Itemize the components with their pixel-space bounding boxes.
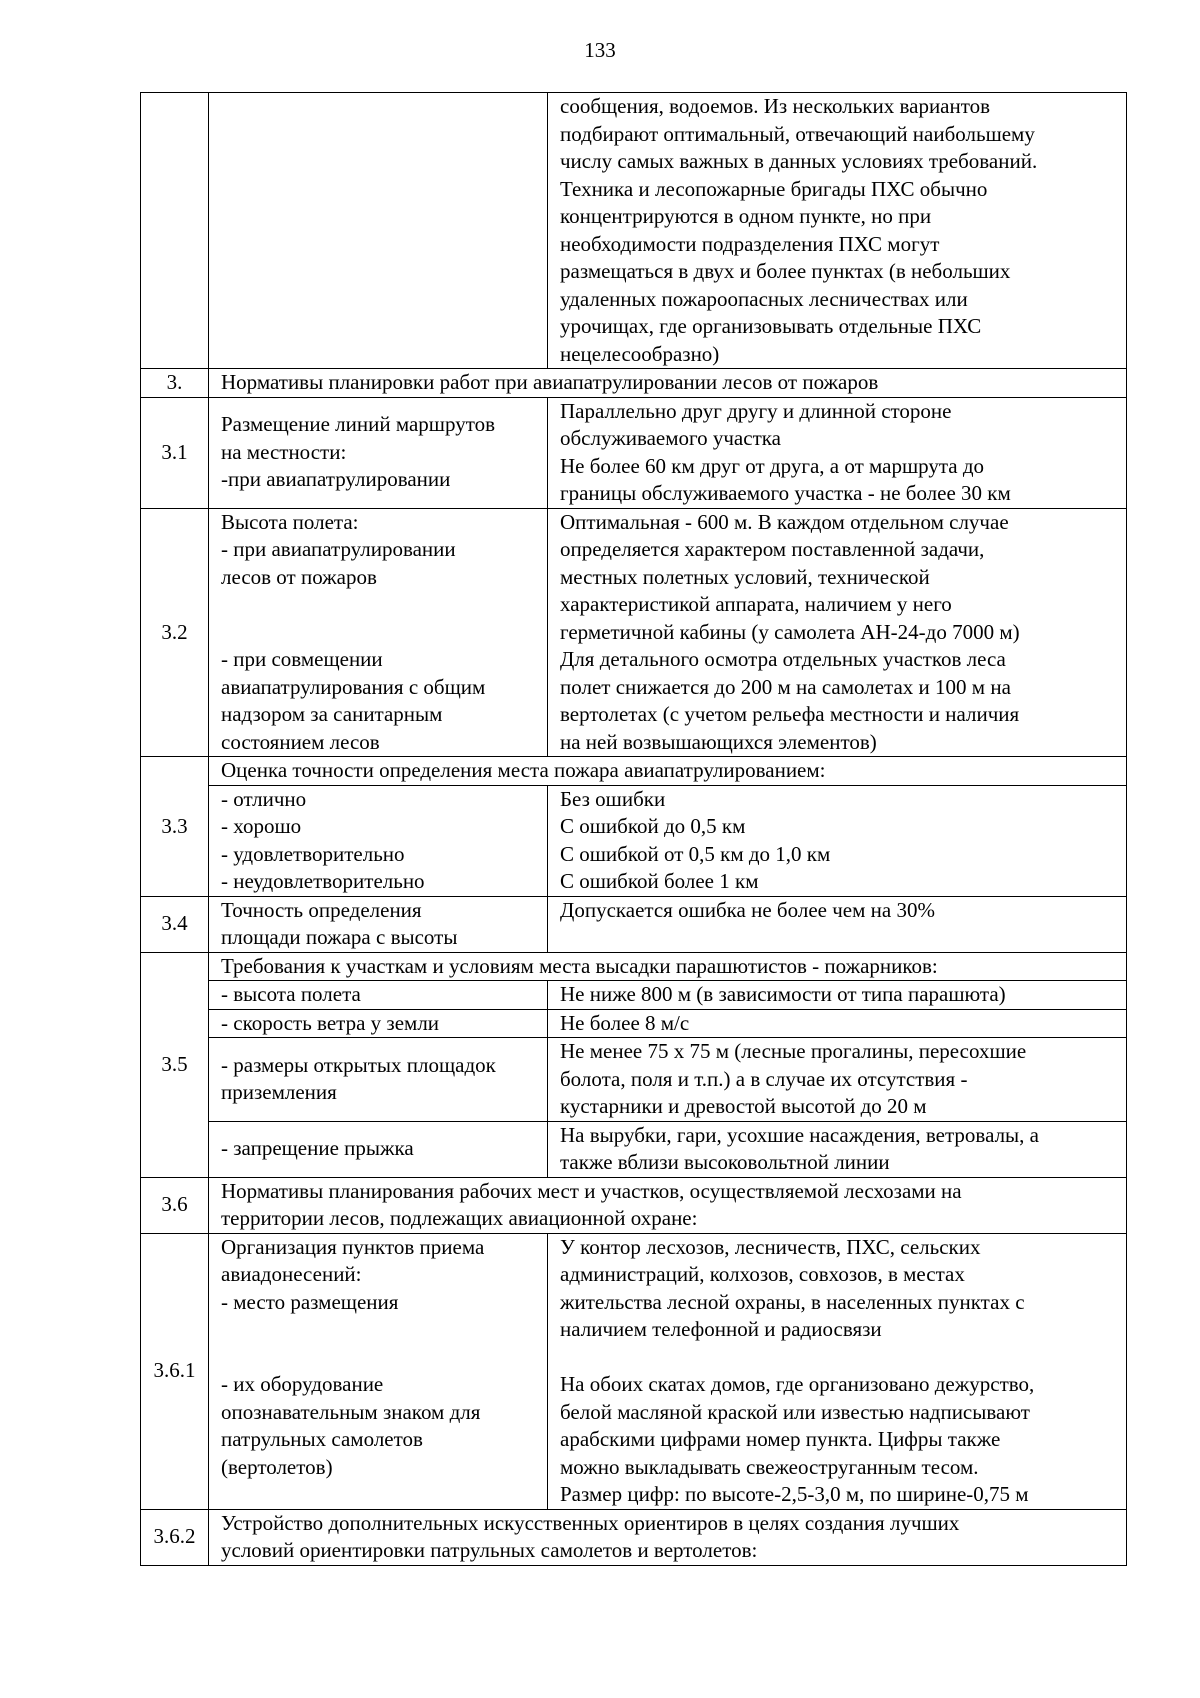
text-line: приземления	[221, 1080, 337, 1105]
subsection-title	[209, 757, 1127, 786]
text-line: - их оборудование	[221, 1372, 384, 1396]
param-cell	[209, 1009, 548, 1038]
row-number: 3.1	[141, 397, 209, 508]
text-line: - отлично	[221, 786, 307, 811]
row-3-6-1	[141, 1233, 1127, 1509]
text-line: - высота полета	[221, 982, 361, 1006]
row-number: 3.6.2	[141, 1509, 209, 1565]
text-line: площади пожара с высоты	[221, 925, 458, 949]
text-line: Оценка точности определения места пожара авиапатрулированием:	[221, 758, 826, 782]
param-cell	[209, 896, 548, 952]
text-line: Для детального осмотра отдельных участков леса	[560, 647, 1006, 671]
row-3-5-a	[141, 981, 1127, 1010]
text-line: - запрещение прыжка	[221, 1136, 414, 1161]
row-number: 3.	[141, 369, 209, 398]
text-line: Допускается ошибка не более чем на 30%	[560, 897, 935, 922]
text-line: патрульных самолетов	[221, 1427, 423, 1451]
cont-num-cell	[141, 93, 209, 369]
text-line: На вырубки, гари, усохшие насаждения, ветровалы, а	[560, 1122, 1039, 1147]
row-3-3-header	[141, 757, 1127, 786]
text-line: Устройство дополнительных искусственных ориентиров в целях создания лучших	[221, 1510, 960, 1535]
text-line: Без ошибки	[560, 786, 666, 811]
row-3-5-b	[141, 1009, 1127, 1038]
text-line: герметичной кабины (у самолета АН-24-до 7000 м)	[560, 619, 1020, 644]
text-line: на местности:	[221, 439, 347, 464]
text-line: надзором за санитарным	[221, 702, 443, 726]
value-cell	[548, 508, 1127, 757]
text-line: -при авиапатрулировании	[221, 467, 451, 492]
row-3-6	[141, 1177, 1127, 1233]
text-line: наличием телефонной и радиосвязи	[560, 1317, 882, 1341]
row-number: 3.4	[141, 896, 209, 952]
text-line: концентрируются в одном пункте, но при	[560, 204, 932, 228]
value-cell	[548, 1121, 1127, 1177]
text-line: размещаться в двух и более пунктах (в небольших	[560, 259, 1011, 283]
text-line: лесов от пожаров	[221, 564, 377, 589]
value-cell	[548, 896, 1127, 952]
text-line: Требования к участкам и условиям места высадки парашютистов - пожарников:	[221, 953, 938, 978]
text-line: характеристикой аппарата, наличием у него	[560, 592, 952, 616]
norms-table	[140, 92, 1127, 1566]
text-line: полет снижается до 200 м на самолетах и 100 м на	[560, 674, 1011, 699]
text-line: Не менее 75 х 75 м (лесные прогалины, пересохшие	[560, 1039, 1027, 1063]
text-line: определяется характером поставленной задачи,	[560, 537, 985, 561]
text-line: нецелесообразно)	[560, 341, 720, 366]
text-line: Не более 8 м/с	[560, 1010, 690, 1035]
text-line: - при совмещении	[221, 647, 383, 671]
text-line: болота, поля и т.п.) а в случае их отсутствия -	[560, 1066, 968, 1091]
text-line: Организация пунктов приема	[221, 1234, 485, 1259]
text-line: белой масляной краской или известью надписывают	[560, 1399, 1030, 1424]
text-line: вертолетах (с учетом рельефа местности и наличия	[560, 702, 1020, 726]
text-line: удаленных пожароопасных лесничествах или	[560, 286, 968, 311]
text-line: У контор лесхозов, лесничеств, ПХС, сельских	[560, 1234, 981, 1259]
row-3	[141, 369, 1127, 398]
value-cell	[548, 397, 1127, 508]
text-line: жительства лесной охраны, в населенных пунктах с	[560, 1289, 1025, 1314]
text-line: администраций, колхозов, совхозов, в местах	[560, 1262, 965, 1286]
text-line: опознавательным знаком для	[221, 1399, 481, 1424]
section-title	[209, 1509, 1127, 1565]
text-line: также вблизи высоковольтной линии	[560, 1150, 890, 1174]
value-cell	[548, 1009, 1127, 1038]
text-line: территории лесов, подлежащих авиационной охране:	[221, 1206, 698, 1230]
text-line: С ошибкой до 0,5 км	[560, 814, 746, 838]
section-title	[209, 369, 1127, 398]
text-line: на ней возвышающихся элементов)	[560, 729, 877, 754]
param-cell	[209, 1121, 548, 1177]
text-line: - неудовлетворительно	[221, 869, 425, 893]
row-3-5-header	[141, 952, 1127, 981]
param-cell	[209, 1038, 548, 1122]
text-line: урочищах, где организовывать отдельные ПХС	[560, 314, 982, 338]
row-3-5-d	[141, 1121, 1127, 1177]
text-line: Параллельно друг другу и длинной стороне	[560, 398, 952, 423]
text-line: - хорошо	[221, 814, 302, 838]
row-number: 3.6.1	[141, 1233, 209, 1509]
row-continuation	[141, 93, 1127, 369]
text-line: Высота полета:	[221, 509, 359, 534]
param-cell	[209, 785, 548, 896]
text-line: Не более 60 км друг от друга, а от маршрута до	[560, 453, 985, 478]
value-cell	[548, 981, 1127, 1010]
text-line: условий ориентировки патрульных самолетов и вертолетов:	[221, 1538, 758, 1562]
text-line: числу самых важных в данных условиях требований.	[560, 149, 1038, 173]
page-number: 133	[584, 38, 616, 62]
text-line: Не ниже 800 м (в зависимости от типа парашюта)	[560, 982, 1006, 1006]
section-title	[209, 1177, 1127, 1233]
text-line: Нормативы планирования рабочих мест и участков, осуществляемой лесхозами на	[221, 1178, 962, 1203]
text-line: - скорость ветра у земли	[221, 1010, 440, 1035]
param-cell	[209, 981, 548, 1010]
text-line: Техника и лесопожарные бригады ПХС обычно	[560, 176, 988, 201]
row-number: 3.2	[141, 508, 209, 757]
text-line: - при авиапатрулировании	[221, 537, 456, 561]
row-number: 3.3	[141, 757, 209, 897]
text-line: необходимости подразделения ПХС могут	[560, 231, 940, 256]
param-cell	[209, 1233, 548, 1509]
row-number: 3.6	[141, 1177, 209, 1233]
row-3-6-2	[141, 1509, 1127, 1565]
text-line: кустарники и древостой высотой до 20 м	[560, 1094, 927, 1118]
text-line: Размер цифр: по высоте-2,5-3,0 м, по ширине-0,75 м	[560, 1482, 1029, 1506]
spacer	[221, 591, 539, 646]
text-line: Размещение линий маршрутов	[221, 412, 496, 437]
text-line: (вертолетов)	[221, 1454, 333, 1479]
text-line: Оптимальная - 600 м. В каждом отдельном случае	[560, 509, 1009, 534]
text-line: авиадонесений:	[221, 1262, 362, 1286]
spacer	[221, 1316, 539, 1371]
row-3-3-body	[141, 785, 1127, 896]
cont-text-cell	[548, 93, 1127, 369]
text-line: С ошибкой от 0,5 км до 1,0 км	[560, 841, 831, 866]
row-3-2	[141, 508, 1127, 757]
text-line: - размеры открытых площадок	[221, 1052, 496, 1077]
text-line: можно выкладывать свежеоструганным тесом.	[560, 1454, 979, 1479]
text-line: - удовлетворительно	[221, 841, 405, 866]
value-cell	[548, 1038, 1127, 1122]
row-3-1	[141, 397, 1127, 508]
text-line: Нормативы планировки работ при авиапатрулировании лесов от пожаров	[221, 370, 879, 394]
row-number: 3.5	[141, 952, 209, 1177]
text-line: арабскими цифрами номер пункта. Цифры также	[560, 1427, 1001, 1451]
text-line: Точность определения	[221, 897, 422, 922]
text-line: состоянием лесов	[221, 729, 380, 754]
text-line: сообщения, водоемов. Из нескольких вариантов	[560, 94, 991, 118]
subsection-title	[209, 952, 1127, 981]
text-line: авиапатрулирования с общим	[221, 674, 486, 699]
row-3-5-c	[141, 1038, 1127, 1122]
spacer	[560, 1344, 1118, 1372]
text-line: На обоих скатах домов, где организовано дежурство,	[560, 1372, 1035, 1396]
row-3-4	[141, 896, 1127, 952]
text-line: - место размещения	[221, 1289, 399, 1314]
text-line: обслуживаемого участка	[560, 426, 781, 450]
param-cell	[209, 397, 548, 508]
value-cell	[548, 785, 1127, 896]
param-cell	[209, 508, 548, 757]
text-line: подбирают оптимальный, отвечающий наибольшему	[560, 121, 1035, 146]
text-line: местных полетных условий, технической	[560, 564, 930, 589]
text-line: границы обслуживаемого участка - не более 30 км	[560, 481, 1011, 505]
text-line: С ошибкой более 1 км	[560, 869, 759, 893]
value-cell	[548, 1233, 1127, 1509]
cont-left-cell	[209, 93, 548, 369]
